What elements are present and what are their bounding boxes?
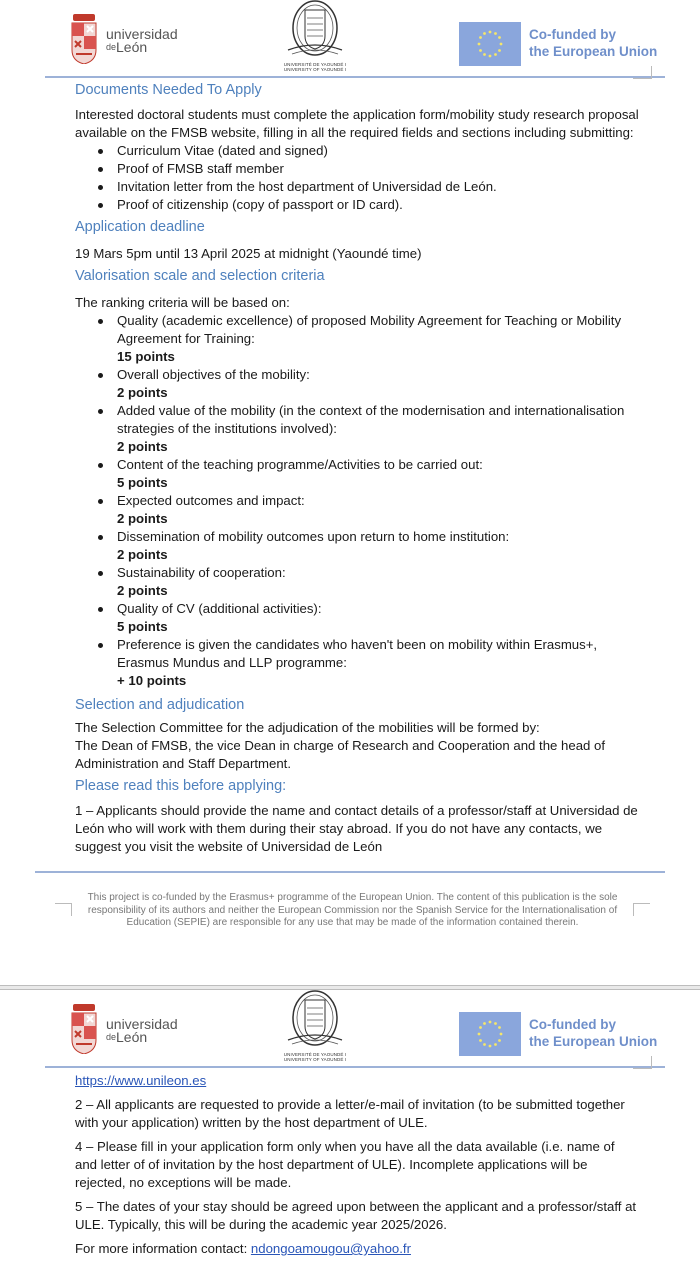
contact-email-link[interactable]: ndongoamougou@yahoo.fr bbox=[250, 1241, 411, 1256]
page-2 bbox=[0, 990, 700, 1280]
footer-disclaimer: This project is co-funded by the Erasmus+ programme of the European Union. The content of this publication is the sole responsibility of its authors and neither the European Commission nor the Spanish Service for the Internationalisation of Education (SEPIE) are responsible for any use that may be made of the information contained therein. bbox=[87, 892, 618, 928]
footer-divider bbox=[35, 871, 665, 873]
documents-item: Proof of FMSB staff member bbox=[117, 160, 640, 178]
documents-intro: Interested doctoral students must complete the application form/mobility study research proposal available on the FMSB website, filling in all the required fields and sections including submitting: bbox=[75, 107, 639, 140]
header-corner-mark bbox=[633, 1056, 652, 1069]
universite-yaounde-logo bbox=[280, 0, 350, 76]
criteria-points: 2 points bbox=[117, 511, 168, 526]
deadline-heading: Application deadline bbox=[75, 219, 205, 235]
read-item-1: 1 – Applicants should provide the name and contact details of a professor/staff at Universidad de León who will work with them during their stay abroad. If you do not have any contacts, we suggest you visit the website of Universidad de León bbox=[75, 803, 638, 854]
criteria-points: 2 points bbox=[117, 547, 168, 562]
documents-list bbox=[75, 142, 640, 214]
documents-item: Invitation letter from the host department of Universidad de León. bbox=[117, 178, 640, 196]
header-corner-mark bbox=[633, 66, 652, 79]
eu-flag-icon bbox=[459, 1012, 521, 1056]
criteria-intro: The ranking criteria will be based on: bbox=[75, 295, 290, 310]
ule-wordmark: universidad $^{de}$León bbox=[106, 26, 178, 55]
criteria-points: 2 points bbox=[117, 583, 168, 598]
uy-seal-icon bbox=[280, 0, 350, 60]
selection-heading: Selection and adjudication bbox=[75, 697, 245, 713]
eu-cofunded-text: Co-funded by the European Union bbox=[529, 27, 658, 59]
criteria-heading: Valorisation scale and selection criteria bbox=[75, 268, 325, 284]
criteria-points: 2 points bbox=[117, 439, 168, 454]
selection-line-2: The Dean of FMSB, the vice Dean in charge of Research and Cooperation and the head of Administration and Staff Department. bbox=[75, 738, 606, 771]
footer-corner-mark-right bbox=[633, 903, 650, 916]
uy-seal-icon bbox=[280, 990, 350, 1050]
page-2-content bbox=[75, 1072, 640, 1258]
criteria-item: Preference is given the candidates who haven't been on mobility within Erasmus+, Erasmus Mundus and LLP programme: + 10 points bbox=[117, 636, 640, 690]
uy-wordmark: UNIVERSITÉ DE YAOUNDÉ I UNIVERSITY OF YAOUNDÉ I bbox=[283, 1052, 347, 1062]
criteria-item: Expected outcomes and impact: 2 points bbox=[117, 492, 640, 528]
criteria-item: Quality of CV (additional activities): 5 points bbox=[117, 600, 640, 636]
uy-wordmark: UNIVERSITÉ DE YAOUNDÉ I UNIVERSITY OF YAOUNDÉ I bbox=[283, 62, 347, 72]
eu-cofunded-logo bbox=[459, 1012, 669, 1058]
eu-cofunded-logo bbox=[459, 22, 669, 68]
documents-item: Curriculum Vitae (dated and signed) bbox=[117, 142, 640, 160]
universidad-de-leon-logo bbox=[70, 1004, 200, 1056]
universidad-de-leon-logo bbox=[70, 14, 200, 66]
criteria-item: Content of the teaching programme/Activities to be carried out: 5 points bbox=[117, 456, 640, 492]
criteria-item: Added value of the mobility (in the context of the modernisation and internationalisation strategies of the institutions involved): 2 points bbox=[117, 402, 640, 456]
page-header bbox=[0, 990, 700, 1072]
page-header bbox=[0, 0, 700, 82]
criteria-list bbox=[75, 312, 640, 690]
contact-label: For more information contact: bbox=[75, 1241, 248, 1256]
universite-yaounde-logo bbox=[280, 990, 350, 1066]
criteria-points: 2 points bbox=[117, 385, 168, 400]
read-item-5: 5 – The dates of your stay should be agreed upon between the applicant and a professor/staff at ULE. Typically, this will be during the academic year 2025/2026. bbox=[75, 1199, 637, 1232]
selection-line-1: The Selection Committee for the adjudication of the mobilities will be formed by: bbox=[75, 720, 540, 735]
ule-wordmark: universidad $^{de}$León bbox=[106, 1016, 178, 1045]
ule-crest-icon bbox=[70, 14, 98, 64]
read-item-4: 4 – Please fill in your application form only when you have all the data available (i.e. name of and letter of of invitation by the host department of ULE). Incomplete applications will be rejected, no exceptions will be made. bbox=[75, 1139, 615, 1190]
criteria-item: Overall objectives of the mobility: 2 points bbox=[117, 366, 640, 402]
footer-corner-mark-left bbox=[55, 903, 72, 916]
criteria-points: 15 points bbox=[117, 349, 175, 364]
read-item-2: 2 – All applicants are requested to provide a letter/e-mail of invitation (to be submitted together with your application) written by the host department of ULE. bbox=[75, 1097, 625, 1130]
eu-flag-icon bbox=[459, 22, 521, 66]
ule-crest-icon bbox=[70, 1004, 98, 1054]
page-1-content bbox=[75, 81, 640, 856]
eu-cofunded-text: Co-funded by the European Union bbox=[529, 1017, 658, 1049]
read-before-heading: Please read this before applying: bbox=[75, 778, 287, 794]
criteria-item: Dissemination of mobility outcomes upon return to home institution: 2 points bbox=[117, 528, 640, 564]
contact-line bbox=[75, 1240, 640, 1258]
criteria-item: Quality (academic excellence) of proposed Mobility Agreement for Teaching or Mobility Agreement for Training: 15 points bbox=[117, 312, 640, 366]
criteria-points: 5 points bbox=[117, 619, 168, 634]
criteria-points: + 10 points bbox=[117, 673, 187, 688]
criteria-item: Sustainability of cooperation: 2 points bbox=[117, 564, 640, 600]
documents-heading: Documents Needed To Apply bbox=[75, 82, 262, 98]
deadline-text: 19 Mars 5pm until 13 April 2025 at midnight (Yaoundé time) bbox=[75, 246, 422, 261]
documents-item: Proof of citizenship (copy of passport or ID card). bbox=[117, 196, 640, 214]
criteria-points: 5 points bbox=[117, 475, 168, 490]
header-divider bbox=[45, 76, 665, 78]
header-divider bbox=[45, 1066, 665, 1068]
unileon-website-link[interactable]: https://www.unileon.es bbox=[75, 1073, 207, 1088]
